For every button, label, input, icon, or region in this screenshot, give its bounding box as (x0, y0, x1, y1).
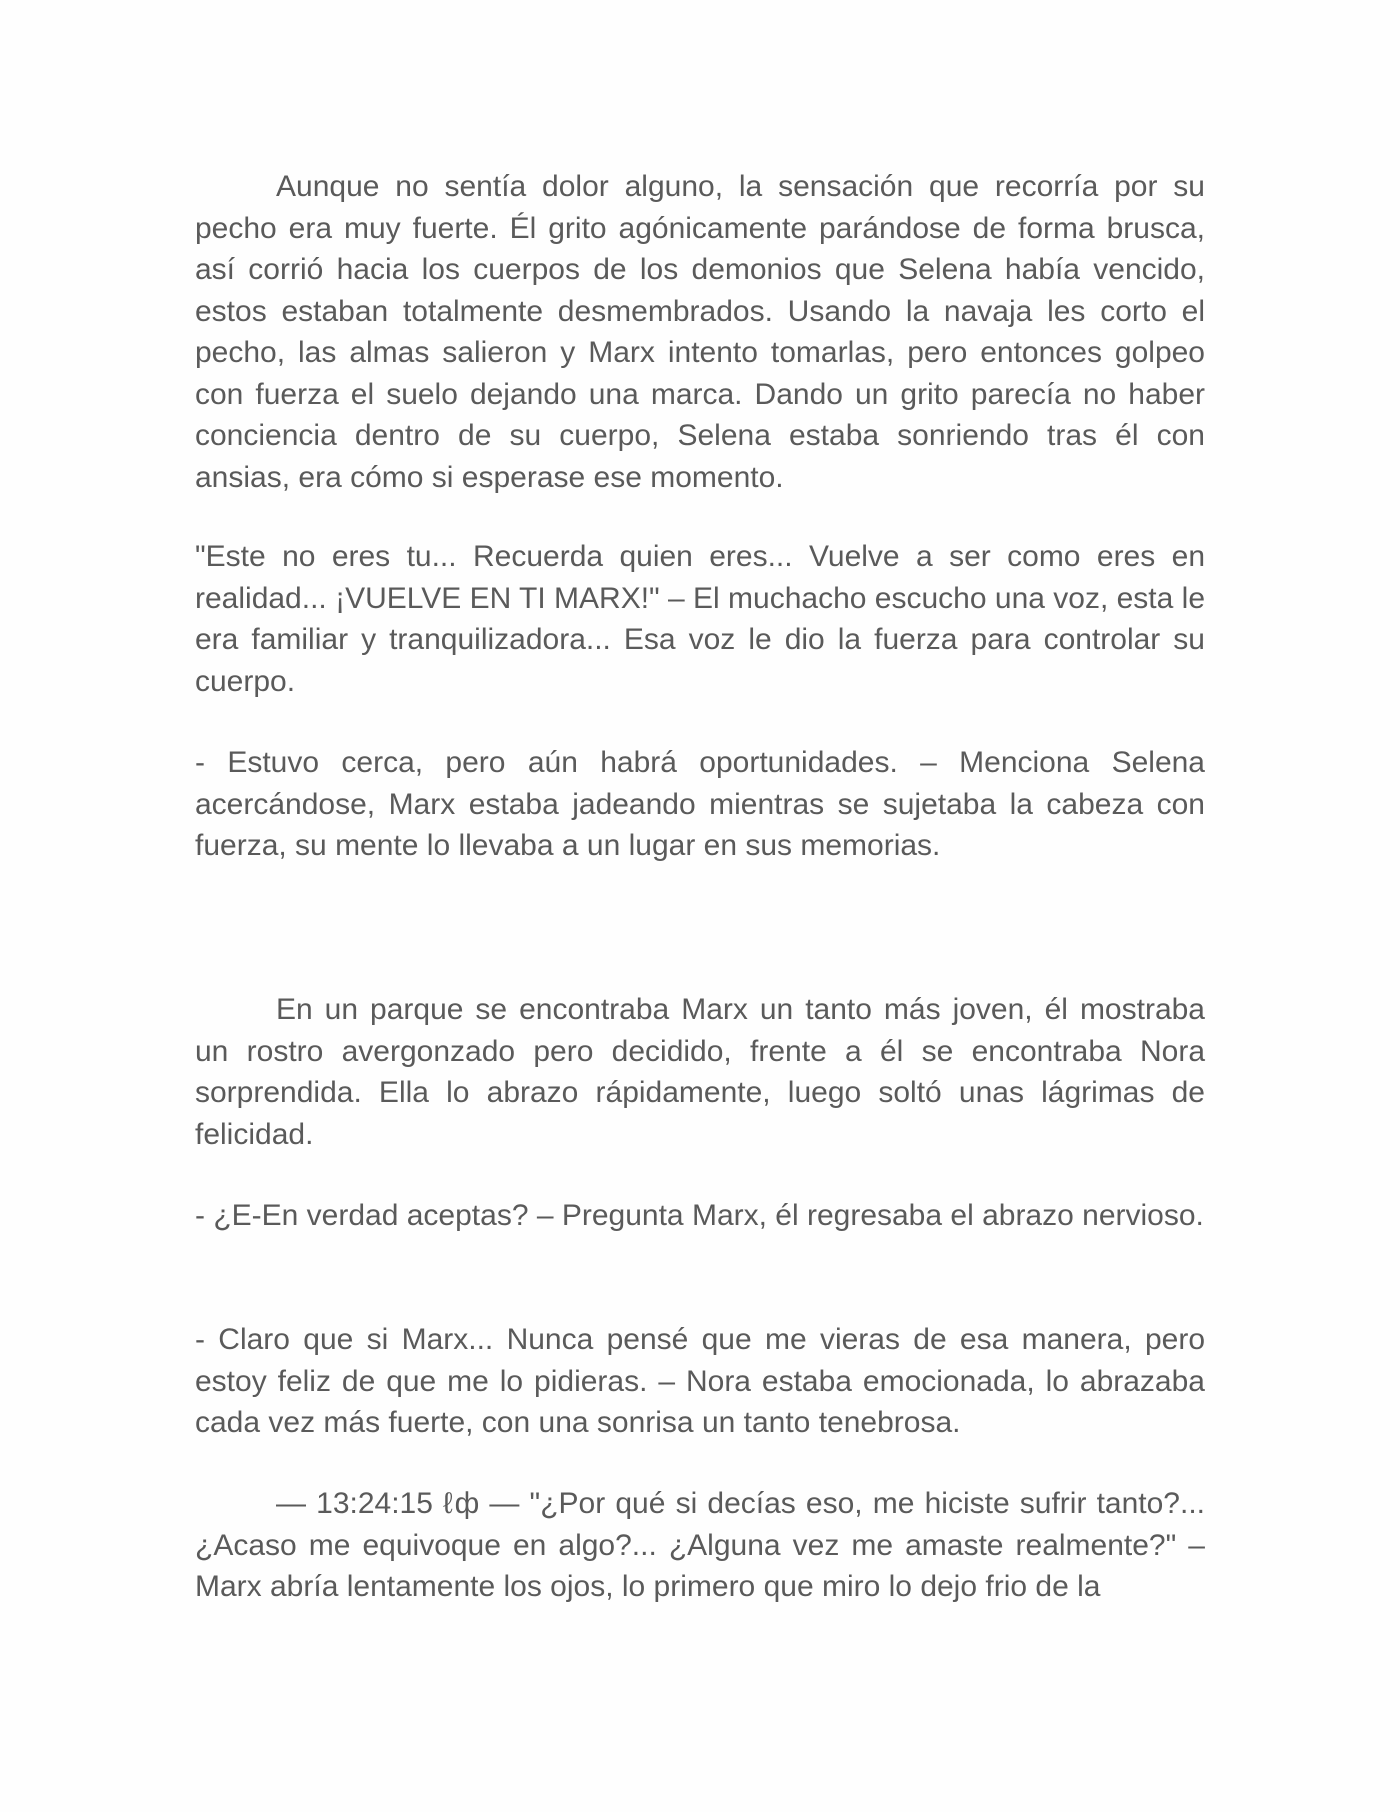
paragraph-1: Aunque no sentía dolor alguno, la sensación que recorría por su pecho era muy fuerte. Él grito agónicamente parándose de forma brusca, así corrió hacia los cuerpos de los demonios que Selena había vencido, estos estaban totalmente desmembrados. Usando la navaja les corto el pecho, las almas salieron y Marx intento tomarlas, pero entonces golpeo con fuerza el suelo dejando una marca. Dando un grito parecía no haber conciencia dentro de su cuerpo, Selena estaba sonriendo tras él con ansias, era cómo si esperase ese momento. (195, 170, 1205, 494)
paragraph-2: "Este no eres tu... Recuerda quien eres... Vuelve a ser como eres en realidad... ¡VUELVE EN TI MARX!" – El muchacho escucho una voz, esta le era familiar y tranquilizadora... Esa voz le dio la fuerza para controlar su cuerpo. (195, 540, 1206, 698)
paragraph-3: - Estuvo cerca, pero aún habrá oportunidades. – Menciona Selena acercándose, Marx estaba jadeando mientras se sujetaba la cabeza con fuerza, su mente lo llevaba a un lugar en sus memorias. (195, 746, 1205, 862)
paragraph-6: - Claro que si Marx... Nunca pensé que me vieras de esa manera, pero estoy feliz de que me lo pidieras. – Nora estaba emocionada, lo abrazaba cada vez más fuerte, con una sonrisa un tanto tenebrosa. (195, 1323, 1205, 1439)
paragraph-5: - ¿E-En verdad aceptas? – Pregunta Marx, él regresaba el abrazo nervioso. (195, 1199, 1204, 1232)
paragraph-4: En un parque se encontraba Marx un tanto más joven, él mostraba un rostro avergonzado pero decidido, frente a él se encontraba Nora sorprendida. Ella lo abrazo rápidamente, luego soltó unas lágrimas de felicidad. (195, 993, 1205, 1151)
paragraph-7: — 13:24:15 ℓф — "¿Por qué si decías eso, me hiciste sufrir tanto?... ¿Acaso me equivoque en algo?... ¿Alguna vez me amaste realmente?" – Marx abría lentamente los ojos, lo primero que miro lo dejo frio de la (195, 1487, 1205, 1603)
